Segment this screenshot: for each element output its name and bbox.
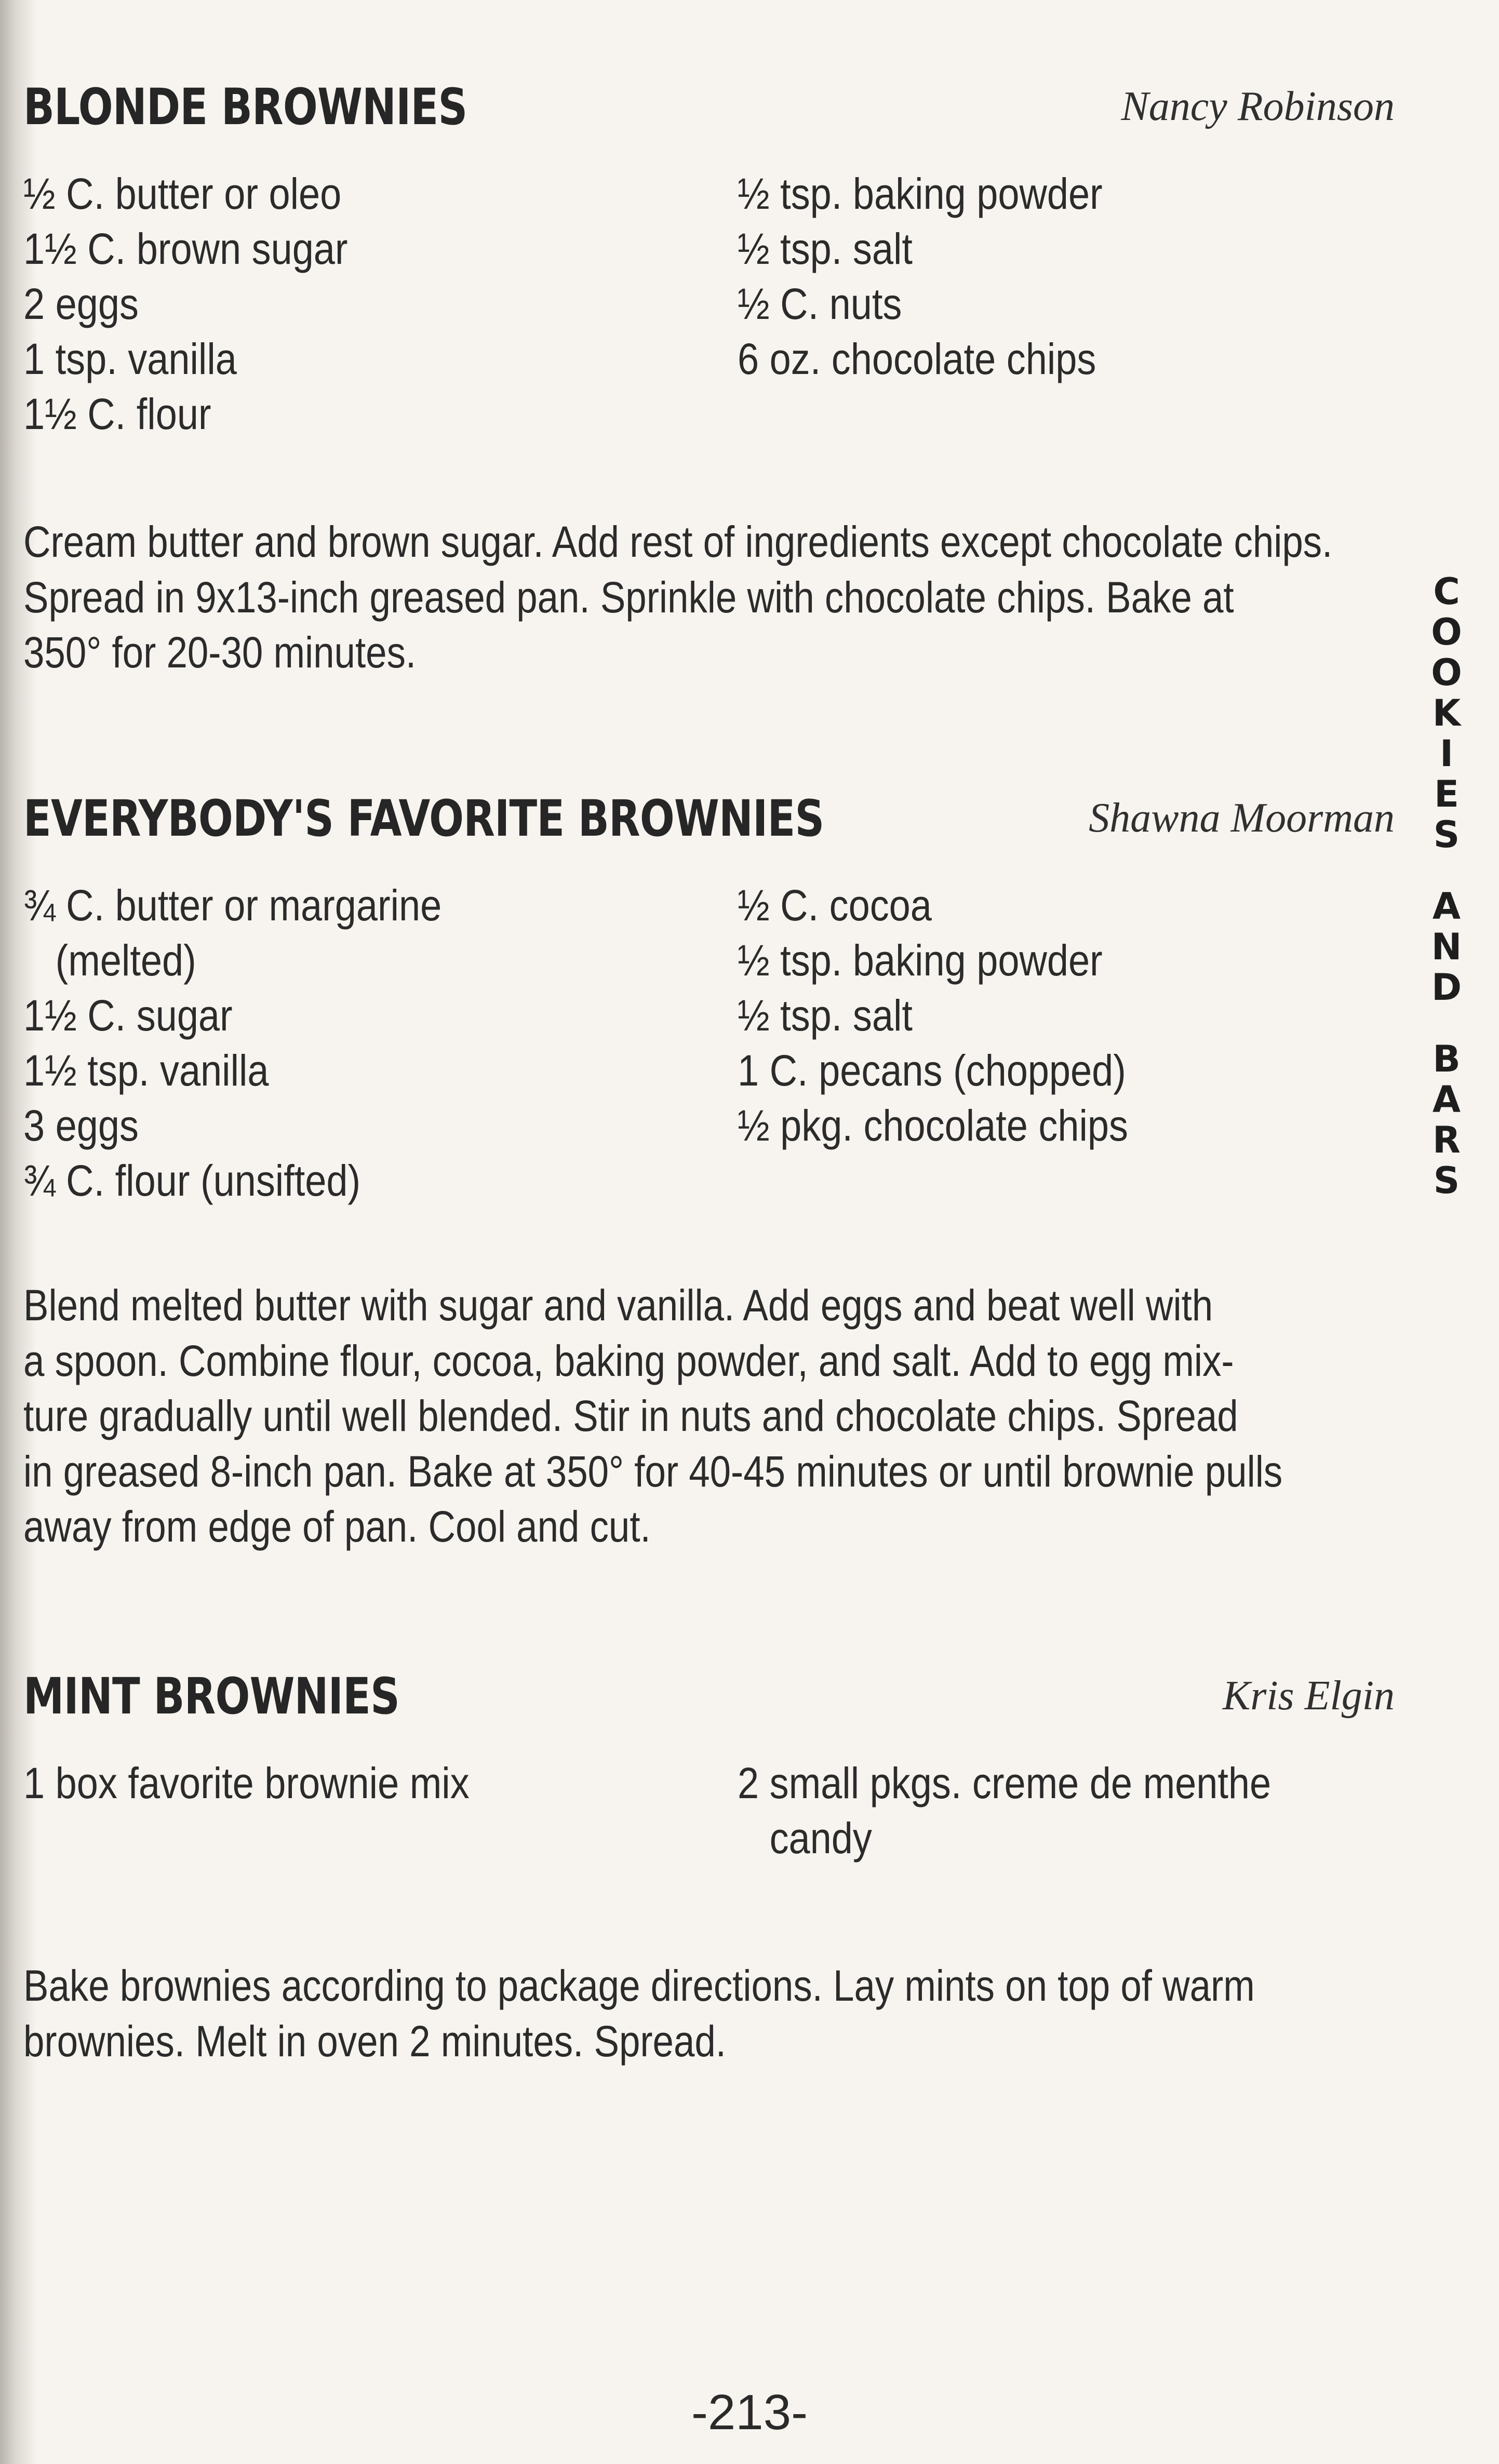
directions-line: in greased 8-inch pan. Bake at 350° for 40-45 minutes or until brownie pulls	[23, 1447, 1283, 1496]
ingredient: candy	[769, 1814, 872, 1863]
side-tab-letter: I	[1439, 732, 1454, 775]
side-tab-letter: S	[1433, 813, 1460, 856]
ingredient: 1½ C. sugar	[23, 991, 233, 1040]
ingredient: ½ pkg. chocolate chips	[738, 1101, 1128, 1150]
recipe-header	[23, 1667, 1395, 1735]
recipe-blonde-brownies	[23, 78, 1395, 677]
recipe-directions	[23, 1278, 1395, 1555]
side-tab-gap	[1423, 855, 1470, 886]
ingredient: 3 eggs	[23, 1101, 139, 1150]
side-tab-letter: C	[1433, 570, 1460, 613]
ingredient: 1 box favorite brownie mix	[23, 1759, 470, 1807]
ingredient-list	[23, 1756, 1395, 1870]
ingredient-column-right	[738, 1756, 1395, 1866]
side-tab-letter: S	[1433, 1159, 1460, 1202]
side-tab-word	[1423, 1039, 1470, 1201]
ingredient-column-left	[23, 878, 699, 1208]
ingredient: ¾ C. flour (unsifted)	[23, 1156, 361, 1205]
side-tab-word	[1423, 571, 1470, 855]
directions-line: Cream butter and brown sugar. Add rest of ingredients except chocolate chips.	[23, 517, 1333, 566]
ingredient-column-right	[738, 878, 1395, 1153]
side-tab-letter: K	[1432, 692, 1461, 734]
ingredient-column-left	[23, 1756, 699, 1811]
side-tab-letter: O	[1431, 611, 1462, 653]
ingredient: ½ tsp. baking powder	[738, 936, 1103, 985]
ingredient: ½ C. nuts	[738, 279, 902, 328]
directions-line: Blend melted butter with sugar and vanilla. Add eggs and beat well with	[23, 1281, 1213, 1330]
page-number: -213-	[691, 2385, 808, 2440]
ingredient: ½ tsp. salt	[738, 991, 913, 1040]
side-tab-letter: D	[1431, 966, 1462, 1009]
ingredient: 1 tsp. vanilla	[23, 334, 237, 383]
directions-line: 350° for 20-30 minutes.	[23, 628, 417, 677]
side-tab-letter: N	[1431, 926, 1462, 968]
ingredient: 6 oz. chocolate chips	[738, 334, 1096, 383]
ingredient: (melted)	[55, 936, 196, 985]
side-tab-word	[1423, 886, 1470, 1008]
ingredient: 1 C. pecans (chopped)	[738, 1046, 1126, 1095]
directions-line: Spread in 9x13-inch greased pan. Sprinkle with chocolate chips. Bake at	[23, 572, 1234, 622]
side-tab-letter: R	[1433, 1119, 1461, 1161]
directions-line: away from edge of pan. Cool and cut.	[23, 1502, 651, 1551]
ingredient: 1½ tsp. vanilla	[23, 1046, 269, 1095]
directions-line: brownies. Melt in oven 2 minutes. Spread.	[23, 2016, 726, 2066]
ingredient: ½ tsp. baking powder	[738, 169, 1103, 218]
ingredient-column-right	[738, 166, 1395, 386]
ingredient-list	[23, 166, 1395, 447]
side-tab-gap	[1423, 1008, 1470, 1039]
ingredient: 2 small pkgs. creme de menthe	[738, 1759, 1272, 1807]
recipe-title: BLONDE BROWNIES	[23, 78, 467, 136]
recipe-header	[23, 789, 1395, 857]
side-tab-letter: O	[1431, 651, 1462, 694]
recipe-title: MINT BROWNIES	[23, 1667, 399, 1725]
ingredient-list	[23, 878, 1395, 1210]
recipe-header	[23, 78, 1395, 145]
side-tab-letter: E	[1434, 773, 1459, 815]
side-tab-letter: B	[1433, 1038, 1461, 1080]
ingredient: ½ tsp. salt	[738, 224, 913, 273]
recipe-title: EVERYBODY'S FAVORITE BROWNIES	[23, 789, 824, 848]
side-tab-letter: A	[1432, 1078, 1461, 1121]
recipe-everybodys-favorite-brownies	[23, 789, 1395, 1551]
recipe-directions	[23, 1958, 1395, 2069]
chapter-side-tab	[1423, 571, 1470, 1201]
ingredient-column-left	[23, 166, 699, 441]
directions-line: Bake brownies according to package directions. Lay mints on top of warm	[23, 1961, 1255, 2010]
recipe-directions	[23, 514, 1395, 680]
ingredient: 2 eggs	[23, 279, 139, 328]
directions-line: a spoon. Combine flour, cocoa, baking powder, and salt. Add to egg mix-	[23, 1336, 1234, 1385]
recipe-author: Kris Elgin	[1222, 1673, 1395, 1719]
ingredient: ¾ C. butter or margarine	[23, 881, 442, 930]
ingredient: ½ C. butter or oleo	[23, 169, 342, 218]
side-tab-letter: A	[1432, 885, 1461, 928]
recipe-author: Shawna Moorman	[1089, 795, 1395, 841]
directions-line: ture gradually until well blended. Stir in nuts and chocolate chips. Spread	[23, 1391, 1238, 1440]
ingredient: 1½ C. brown sugar	[23, 224, 348, 273]
ingredient: ½ C. cocoa	[738, 881, 932, 930]
recipe-mint-brownies	[23, 1667, 1395, 2066]
recipe-author: Nancy Robinson	[1121, 84, 1395, 129]
ingredient: 1½ C. flour	[23, 390, 211, 438]
